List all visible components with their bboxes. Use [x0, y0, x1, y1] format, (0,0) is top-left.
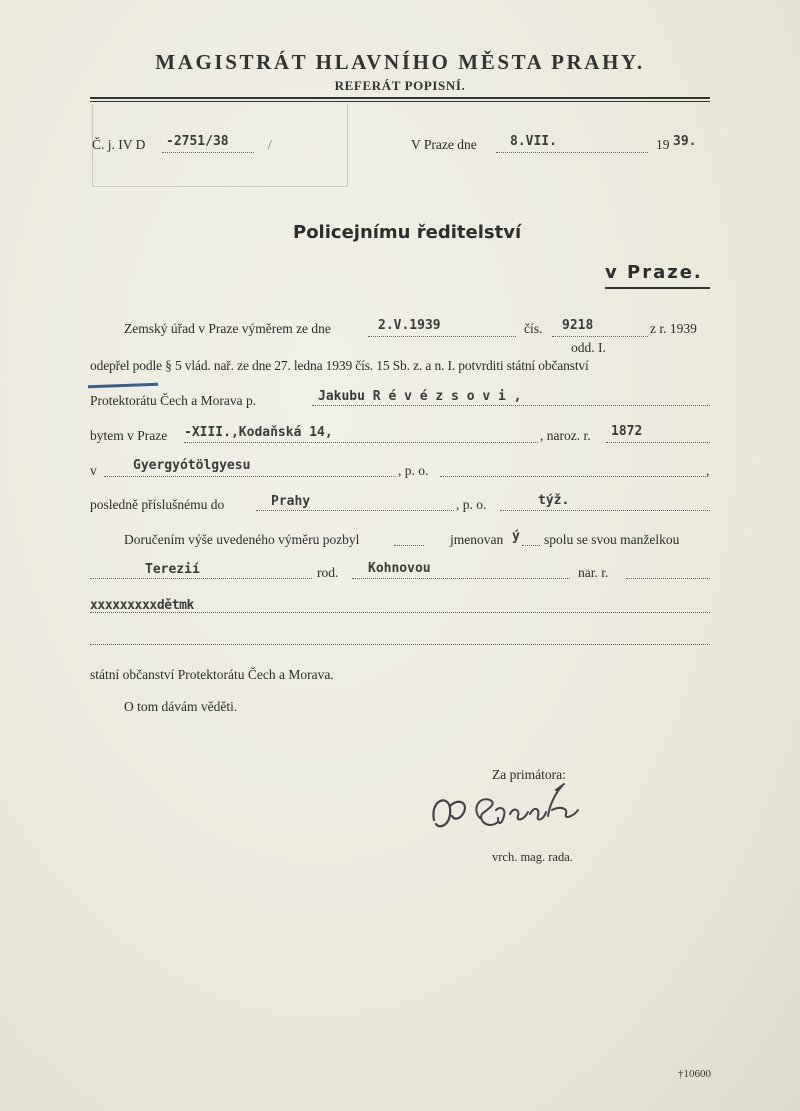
birth-year: 1872	[611, 424, 643, 439]
body-text: z r. 1939	[650, 321, 697, 336]
decision-number: 9218	[562, 318, 594, 333]
addressee-line2: v Praze.	[605, 262, 703, 283]
date-label: V Praze dne	[411, 137, 477, 152]
person-name: Jakubu R é v é z s o v i ,	[318, 389, 522, 404]
body-text: v	[90, 463, 97, 478]
dotted-line	[368, 336, 516, 337]
header-rule-thin	[90, 101, 710, 102]
gender-suffix: ý	[512, 529, 520, 544]
dotted-line	[256, 510, 454, 511]
body-text: bytem v Praze	[90, 428, 168, 443]
handwritten-signature	[428, 780, 598, 840]
body-text: spolu se svou manželkou	[544, 532, 680, 547]
addressee-rule	[605, 287, 710, 289]
pen-mark	[88, 383, 158, 388]
body-text: O tom dávám věděti.	[124, 699, 238, 714]
dotted-line	[312, 405, 710, 406]
address: -XIII.,Kodaňská 14,	[184, 425, 333, 440]
wife-maiden-name: Kohnovou	[368, 561, 431, 576]
addressee-line1: Policejnímu ředitelství	[293, 222, 522, 243]
signature-caption: Za primátora:	[492, 767, 566, 782]
dotted-line	[90, 612, 710, 613]
body-text: Protektorátu Čech a Morava p.	[90, 393, 257, 408]
date-day: 8.VII.	[510, 134, 557, 149]
body-text: nar. r.	[578, 565, 609, 580]
dotted-line	[440, 476, 706, 477]
body-text: odd. I.	[571, 340, 606, 355]
reference-slash: /	[268, 137, 272, 152]
authority-title: MAGISTRÁT HLAVNÍHO MĚSTA PRAHY.	[155, 50, 645, 74]
domicile-same: týž.	[538, 493, 570, 508]
signatory-title: vrch. mag. rada.	[492, 850, 573, 864]
body-text: rod.	[317, 565, 339, 580]
body-text: Zemský úřad v Praze výměrem ze dne	[124, 321, 331, 336]
dotted-line	[394, 545, 424, 546]
body-text: posledně příslušnému do	[90, 497, 225, 512]
body-text: , p. o.	[456, 497, 487, 512]
crossed-out-text: xxxxxxxxxdětmk	[90, 598, 194, 613]
year-suffix: 39.	[673, 134, 697, 149]
dotted-line	[626, 578, 710, 579]
year-prefix: 19	[656, 137, 670, 152]
dotted-line	[90, 578, 312, 579]
dotted-line	[606, 442, 710, 443]
body-text: , naroz. r.	[540, 428, 591, 443]
reference-number: -2751/38	[166, 134, 229, 149]
department-subtitle: REFERÁT POPISNÍ.	[334, 78, 466, 93]
reference-label: Č. j. IV D	[92, 137, 146, 152]
body-text: státní občanství Protektorátu Čech a Morava.	[90, 667, 334, 682]
birth-place: Gyergyótölgyesu	[133, 458, 251, 473]
body-text: čís.	[524, 321, 543, 336]
dotted-line	[552, 336, 648, 337]
wife-name: Terezií	[145, 562, 200, 577]
dotted-line	[496, 152, 648, 153]
dotted-line	[352, 578, 570, 579]
decision-date: 2.V.1939	[378, 318, 441, 333]
body-text: jmenovan	[450, 532, 504, 547]
body-text: , p. o.	[398, 463, 429, 478]
dotted-line	[104, 476, 396, 477]
dotted-line	[522, 545, 540, 546]
header-rule	[90, 97, 710, 99]
body-text: Doručením výše uvedeného výměru pozbyl	[124, 532, 360, 547]
body-text: odepřel podle § 5 vlád. nař. ze dne 27. ledna 1939 čís. 15 Sb. z. a n. I. potvrditi státní občanství	[90, 358, 589, 373]
dotted-line	[162, 152, 254, 153]
document-serial: †10600	[678, 1068, 711, 1080]
dotted-line	[500, 510, 710, 511]
dotted-line	[90, 644, 710, 645]
dotted-line	[184, 442, 538, 443]
domicile-place: Prahy	[271, 494, 311, 509]
body-text: ,	[706, 463, 710, 478]
